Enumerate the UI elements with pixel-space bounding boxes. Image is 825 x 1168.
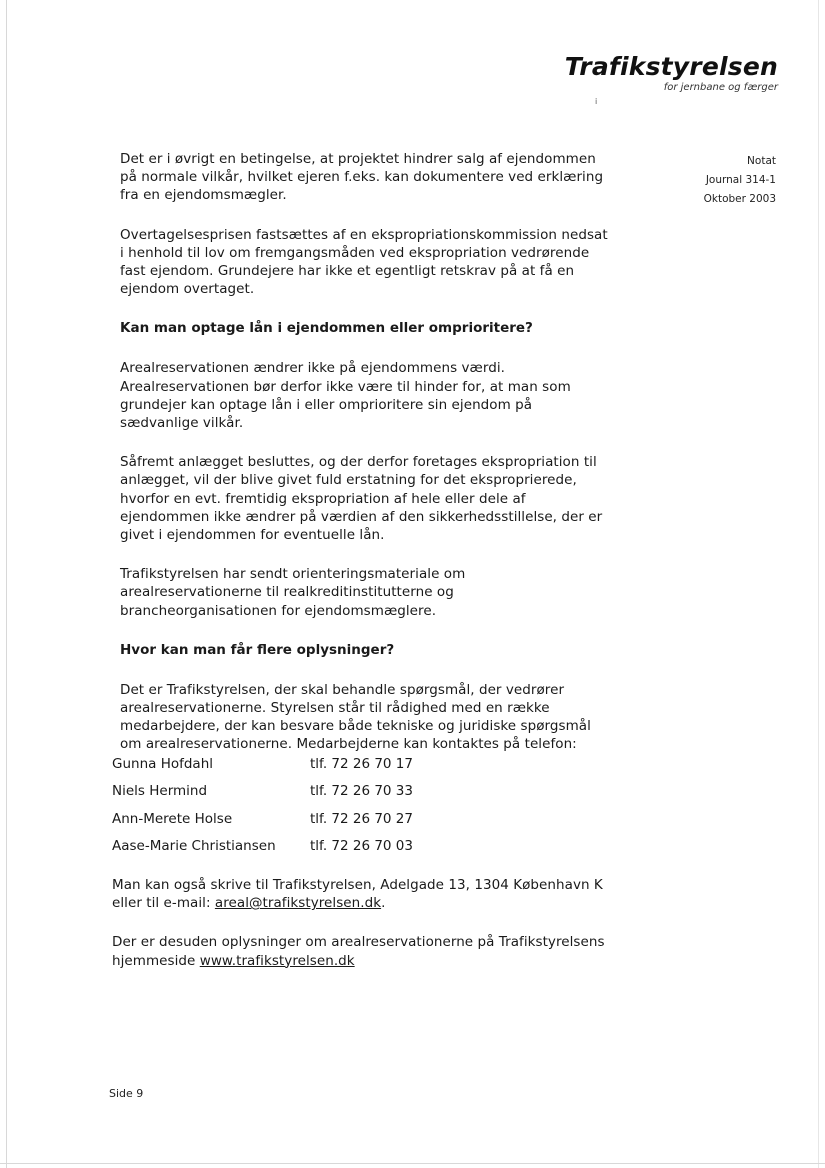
paragraph-7-text: Man kan også skrive til Trafikstyrelsen, Adelgade 13, 1304 København K eller til e-mail: bbox=[112, 877, 603, 912]
email-link[interactable]: areal@trafikstyrelsen.dk bbox=[214, 895, 382, 912]
doc-date: Oktober 2003 bbox=[703, 193, 776, 205]
contact-name: Niels Hermind bbox=[112, 783, 208, 800]
paragraph-5: Trafikstyrelsen har sendt orienteringsmateriale om arealreservationerne til realkreditinstitutterne og brancheorganisationen for ejendomsmæglere. bbox=[120, 566, 466, 619]
heading-loans: Kan man optage lån i ejendommen eller omprioritere? bbox=[120, 320, 533, 337]
contact-row bbox=[112, 837, 432, 864]
contact-phone: tlf. 72 26 70 27 bbox=[310, 810, 413, 827]
website-link[interactable]: www.trafikstyrelsen.dk bbox=[199, 952, 355, 969]
doc-type: Notat bbox=[747, 155, 776, 167]
paragraph-7-end: . bbox=[381, 895, 386, 912]
document-meta bbox=[704, 152, 776, 209]
logo-tagline: for jernbane og færger bbox=[663, 82, 778, 93]
heading-more-info: Hvor kan man får flere oplysninger? bbox=[120, 641, 395, 658]
document-body bbox=[120, 150, 610, 775]
contact-name: Gunna Hofdahl bbox=[112, 756, 214, 772]
contact-name: Ann-Merete Holse bbox=[112, 810, 233, 827]
paragraph-3: Arealreservationen ændrer ikke på ejendommens værdi. Arealreservationen bør derfor ikke være til hinder for, at man som grundejer kan optage lån i eller omprioritere sin ejendom på sædvanlige vilkår. bbox=[120, 360, 571, 432]
contact-phone: tlf. 72 26 70 33 bbox=[310, 783, 413, 800]
logo-name: Trafikstyrelsen bbox=[564, 52, 778, 81]
paragraph-1: Det er i øvrigt en betingelse, at projektet hindrer salg af ejendommen på normale vilkår, hvilket ejeren f.eks. kan dokumentere ved erklæring fra en ejendomsmægler. bbox=[120, 151, 604, 204]
contact-row bbox=[112, 782, 432, 809]
closing-section bbox=[112, 876, 610, 991]
paragraph-8-text: Der er desuden oplysninger om arealreservationerne på Trafikstyrelsens hjemmeside bbox=[112, 934, 605, 969]
scan-edge-right bbox=[818, 0, 819, 1168]
scan-edge-left bbox=[6, 0, 7, 1168]
paragraph-8 bbox=[112, 933, 610, 969]
contact-row bbox=[112, 810, 432, 837]
scan-edge-bottom bbox=[0, 1163, 825, 1164]
paragraph-2: Overtagelsesprisen fastsættes af en ekspropriationskommission nedsat i henhold til lov om fremgangsmåden ved ekspropriation vedrørende fast ejendom. Grundejere har ikke et egentligt retskrav på at få en ejendom overtaget. bbox=[120, 226, 608, 298]
contact-name: Aase-Marie Christiansen bbox=[112, 837, 276, 854]
paragraph-6: Det er Trafikstyrelsen, der skal behandle spørgsmål, der vedrører arealreservationerne. Styrelsen står til rådighed med en række medarbejdere, der kan besvare både tekniske og juridiske spørgsmål om arealreservationerne. Medarbejderne kan kontaktes på telefon: bbox=[120, 681, 591, 753]
contact-phone: tlf. 72 26 70 17 bbox=[310, 756, 413, 772]
contact-row bbox=[112, 755, 432, 782]
contact-phone: tlf. 72 26 70 03 bbox=[310, 837, 413, 854]
journal-number: Journal 314-1 bbox=[705, 174, 776, 186]
paragraph-7 bbox=[112, 876, 610, 912]
contact-list bbox=[112, 755, 432, 864]
agency-logo bbox=[565, 52, 778, 94]
paragraph-4: Såfremt anlægget besluttes, og der derfor foretages ekspropriation til anlægget, vil der blive givet fuld erstatning for det eksproprierede, hvorfor en evt. fremtidig ekspropriation af hele eller dele af ejendommen ikke ændrer på værdien af den sikkerhedsstillelse, der er givet i ejendommen for eventuelle lån. bbox=[120, 454, 603, 544]
scan-speck: ⅰ bbox=[595, 97, 598, 106]
page-number: Side 9 bbox=[109, 1087, 144, 1100]
